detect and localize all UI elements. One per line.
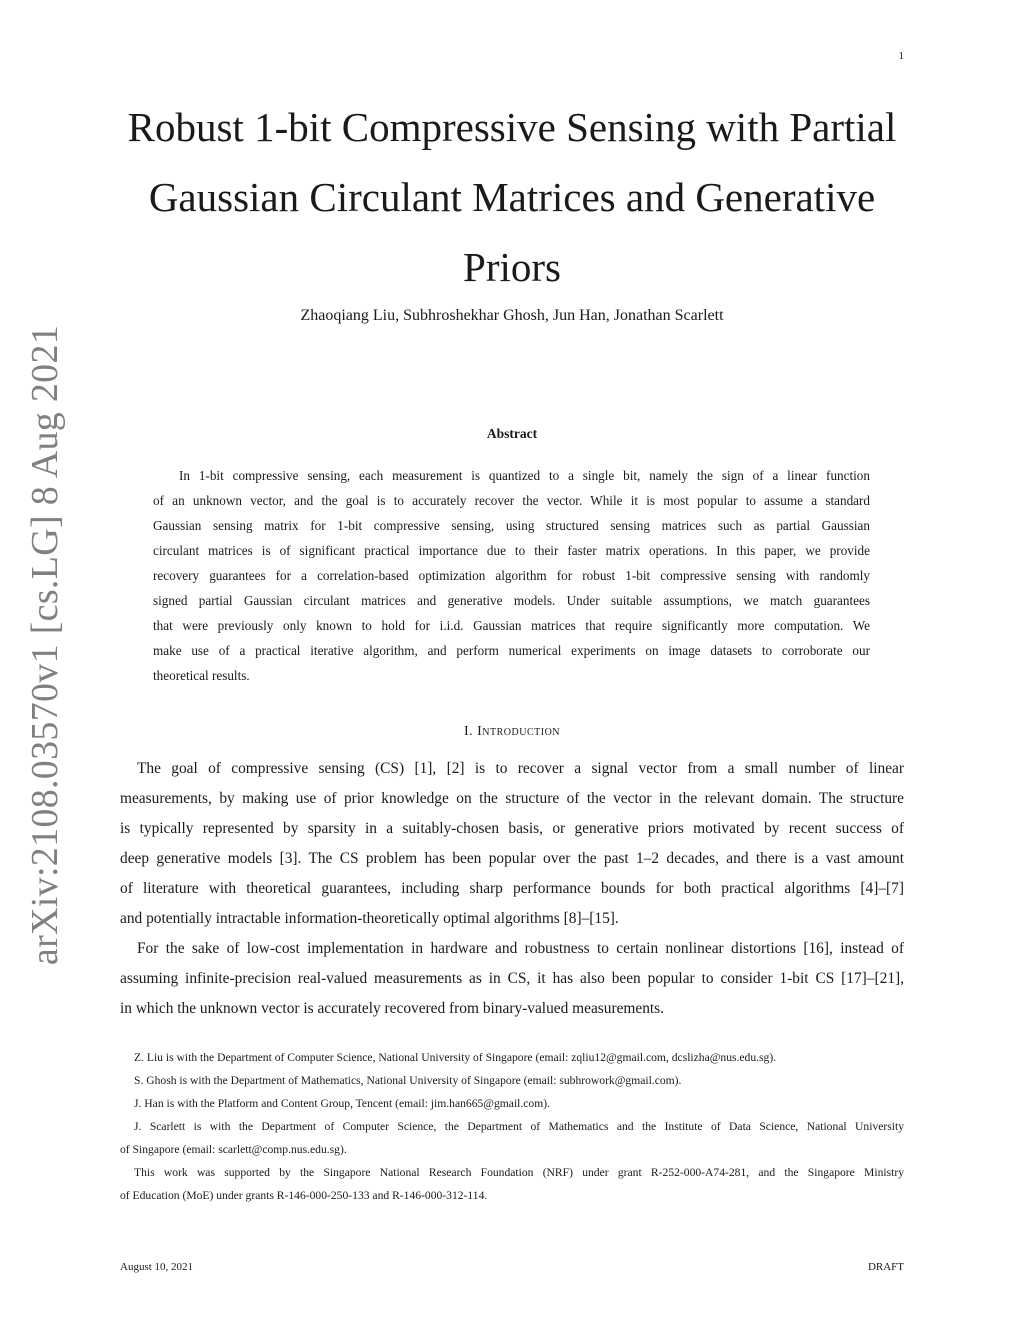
title-line: Gaussian Circulant Matrices and Generative — [148, 174, 876, 220]
text-line: S. Ghosh is with the Department of Mathematics, National University of Singapore (email: subhrowork@gmail.com). — [134, 1074, 682, 1087]
text-line: of literature with theoretical guarantees, including sharp performance bounds for both practical algorithms [4]–[7] — [120, 880, 904, 897]
paragraph — [120, 754, 904, 934]
text-line: and potentially intractable information-theoretically optimal algorithms [8]–[15]. — [120, 910, 619, 927]
paragraph — [153, 463, 870, 688]
title-line: Robust 1-bit Compressive Sensing with Partial — [127, 104, 897, 150]
text-line: measurements, by making use of prior knowledge on the structure of the vector in the relevant domain. The structure — [120, 790, 904, 807]
footer-status: DRAFT — [867, 1261, 904, 1273]
footer-date: August 10, 2021 — [120, 1261, 194, 1273]
text-line: In 1-bit compressive sensing, each measurement is quantized to a single bit, namely the sign of a linear function — [179, 468, 870, 483]
text-line: circulant matrices is of significant practical importance due to their faster matrix operations. In this paper, we provide — [153, 543, 870, 558]
text-line: of an unknown vector, and the goal is to accurately recover the vector. While it is most popular to assume a standard — [153, 493, 870, 508]
paragraph — [120, 1115, 904, 1161]
text-line: signed partial Gaussian circulant matrices and generative models. Under suitable assumptions, we match guarantees — [153, 593, 870, 608]
paragraph — [120, 1161, 904, 1207]
text-line: of Singapore (email: scarlett@comp.nus.edu.sg). — [120, 1143, 347, 1156]
title-line: Priors — [463, 244, 561, 290]
paragraph — [120, 1069, 904, 1092]
text-line: J. Scarlett is with the Department of Computer Science, the Department of Mathematics and the Institute of Data Science, National University — [134, 1120, 904, 1133]
text-line: make use of a practical iterative algorithm, and perform numerical experiments on image datasets to corroborate our — [153, 643, 870, 658]
text-line: J. Han is with the Platform and Content Group, Tencent (email: jim.han665@gmail.com). — [134, 1097, 550, 1110]
footnotes — [120, 1046, 904, 1207]
text-line: of Education (MoE) under grants R-146-000-250-133 and R-146-000-312-114. — [120, 1189, 488, 1202]
page-number: 1 — [898, 50, 904, 62]
paragraph — [120, 934, 904, 1024]
text-line: in which the unknown vector is accurately recovered from binary-valued measurements. — [120, 1000, 665, 1017]
paper-title — [0, 92, 1024, 302]
text-line: recovery guarantees for a correlation-based optimization algorithm for robust 1-bit compressive sensing with randomly — [153, 568, 870, 583]
text-line: theoretical results. — [153, 668, 250, 683]
abstract-heading: Abstract — [486, 426, 538, 441]
text-line: assuming infinite-precision real-valued measurements as in CS, it has also been popular to consider 1-bit CS [17]–[21], — [120, 970, 904, 987]
arxiv-identifier-stamp: arXiv:2108.03570v1 [cs.LG] 8 Aug 2021 — [24, 324, 66, 966]
text-line: Gaussian sensing matrix for 1-bit compressive sensing, using structured sensing matrices such as partial Gaussian — [153, 518, 870, 533]
section-heading: I. Introduction — [463, 724, 561, 739]
text-line: The goal of compressive sensing (CS) [1], [2] is to recover a signal vector from a small number of linear — [137, 760, 904, 777]
paragraph — [120, 1092, 904, 1115]
text-line: deep generative models [3]. The CS problem has been popular over the past 1–2 decades, and there is a vast amount — [120, 850, 904, 867]
text-line: is typically represented by sparsity in a suitably-chosen basis, or generative priors motivated by recent success of — [120, 820, 904, 837]
abstract-body — [153, 463, 870, 688]
author-list: Zhaoqiang Liu, Subhroshekhar Ghosh, Jun Han, Jonathan Scarlett — [300, 307, 724, 324]
text-line: For the sake of low-cost implementation in hardware and robustness to certain nonlinear distortions [16], instead of — [137, 940, 904, 957]
paragraph — [120, 1046, 904, 1069]
text-line: that were previously only known to hold for i.i.d. Gaussian matrices that require significantly more computation. We — [153, 618, 870, 633]
text-line: This work was supported by the Singapore National Research Foundation (NRF) under grant R-252-000-A74-281, and the Singapore Ministry — [134, 1166, 904, 1179]
introduction-body — [120, 754, 904, 1024]
text-line: Z. Liu is with the Department of Computer Science, National University of Singapore (email: zqliu12@gmail.com, dcslizha@nus.edu.sg). — [134, 1051, 777, 1064]
